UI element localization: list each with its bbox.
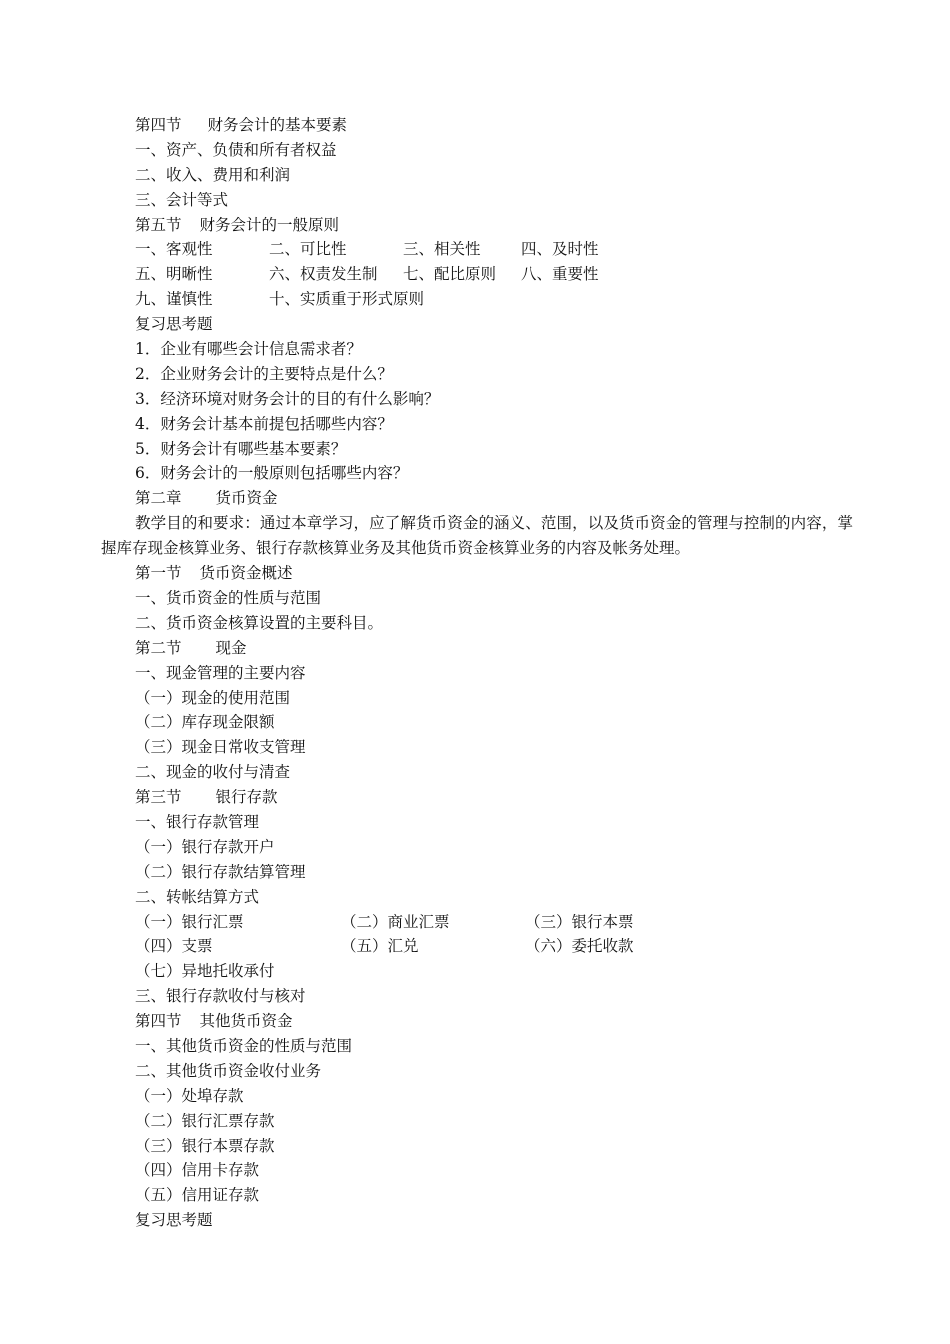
section-heading: 第五节 财务会计的一般原则 bbox=[135, 215, 340, 234]
principle: 三、相关性 bbox=[403, 240, 481, 259]
section-heading: 第四节 财务会计的基本要素 bbox=[135, 116, 348, 134]
question: 3．经济环境对财务会计的目的有什么影响？ bbox=[135, 389, 440, 408]
principle: 一、客观性 bbox=[135, 240, 213, 259]
question: 5．财务会计有哪些基本要素？ bbox=[135, 439, 347, 458]
principle: 九、谨慎性 bbox=[135, 290, 213, 309]
list-item: （一）处埠存款 bbox=[135, 1086, 244, 1105]
question: 1．企业有哪些会计信息需求者？ bbox=[135, 340, 362, 359]
principle: 四、及时性 bbox=[521, 240, 599, 259]
transfer-method: （六）委托收款 bbox=[525, 937, 634, 956]
list-item: （三）银行本票存款 bbox=[135, 1136, 275, 1155]
principle: 十、实质重于形式原则 bbox=[269, 290, 425, 309]
list-item: 二、现金的收付与清查 bbox=[135, 763, 291, 782]
principles-row bbox=[101, 262, 853, 287]
list-item: （一）银行存款开户 bbox=[135, 837, 275, 856]
list-item: 二、转帐结算方式 bbox=[135, 887, 260, 906]
list-item: 一、现金管理的主要内容 bbox=[135, 663, 306, 682]
section-heading: 第二节 现金 bbox=[135, 638, 247, 657]
list-item: 一、其他货币资金的性质与范围 bbox=[135, 1036, 353, 1055]
list-item: （一）现金的使用范围 bbox=[135, 688, 291, 707]
list-item: 二、货币资金核算设置的主要科目。 bbox=[135, 613, 384, 632]
list-item: （二）库存现金限额 bbox=[135, 713, 275, 732]
section-heading: 第四节 其他货币资金 bbox=[135, 1012, 293, 1031]
list-item: 二、收入、费用和利润 bbox=[135, 165, 291, 184]
principle: 六、权责发生制 bbox=[269, 265, 378, 284]
transfer-method: （四）支票 bbox=[135, 937, 213, 956]
transfer-method: （二）商业汇票 bbox=[341, 912, 450, 931]
list-item: 一、资产、负债和所有者权益 bbox=[135, 140, 337, 159]
review-title: 复习思考题 bbox=[135, 1211, 213, 1230]
list-item: （二）银行汇票存款 bbox=[135, 1111, 275, 1130]
question: 4．财务会计基本前提包括哪些内容？ bbox=[135, 414, 393, 433]
chapter-goal-paragraph: 教学目的和要求：通过本章学习，应了解货币资金的涵义、范围，以及货币资金的管理与控制的内容，掌握库存现金核算业务、银行存款核算业务及其他货币资金核算业务的内容及帐务处理。 bbox=[101, 514, 853, 558]
list-item: 三、银行存款收付与核对 bbox=[135, 987, 306, 1006]
question: 6．财务会计的一般原则包括哪些内容？ bbox=[135, 464, 409, 483]
chapter-heading: 第二章 货币资金 bbox=[135, 489, 278, 508]
list-item: （四）信用卡存款 bbox=[135, 1161, 260, 1180]
section-heading: 第一节 货币资金概述 bbox=[135, 564, 293, 583]
section-heading: 第三节 银行存款 bbox=[135, 788, 278, 807]
list-item: 二、其他货币资金收付业务 bbox=[135, 1061, 322, 1080]
principle: 七、配比原则 bbox=[403, 265, 497, 284]
transfer-methods-row bbox=[101, 934, 853, 959]
principle: 五、明晰性 bbox=[135, 265, 213, 284]
list-item: （三）现金日常收支管理 bbox=[135, 738, 306, 757]
list-item: 一、银行存款管理 bbox=[135, 812, 260, 831]
transfer-method: （一）银行汇票 bbox=[135, 912, 244, 931]
transfer-method: （七）异地托收承付 bbox=[135, 962, 275, 981]
review-title: 复习思考题 bbox=[135, 315, 213, 334]
principle: 八、重要性 bbox=[521, 265, 599, 284]
question: 2．企业财务会计的主要特点是什么？ bbox=[135, 364, 393, 383]
transfer-method: （三）银行本票 bbox=[525, 912, 634, 931]
document-body bbox=[101, 113, 853, 1233]
principles-row bbox=[101, 237, 853, 262]
principles-row bbox=[101, 287, 853, 312]
transfer-methods-row bbox=[101, 910, 853, 935]
transfer-method: （五）汇兑 bbox=[341, 937, 419, 956]
list-item: （五）信用证存款 bbox=[135, 1186, 260, 1205]
list-item: 三、会计等式 bbox=[135, 190, 229, 209]
principle: 二、可比性 bbox=[269, 240, 347, 259]
list-item: （二）银行存款结算管理 bbox=[135, 862, 306, 881]
list-item: 一、货币资金的性质与范围 bbox=[135, 588, 322, 607]
